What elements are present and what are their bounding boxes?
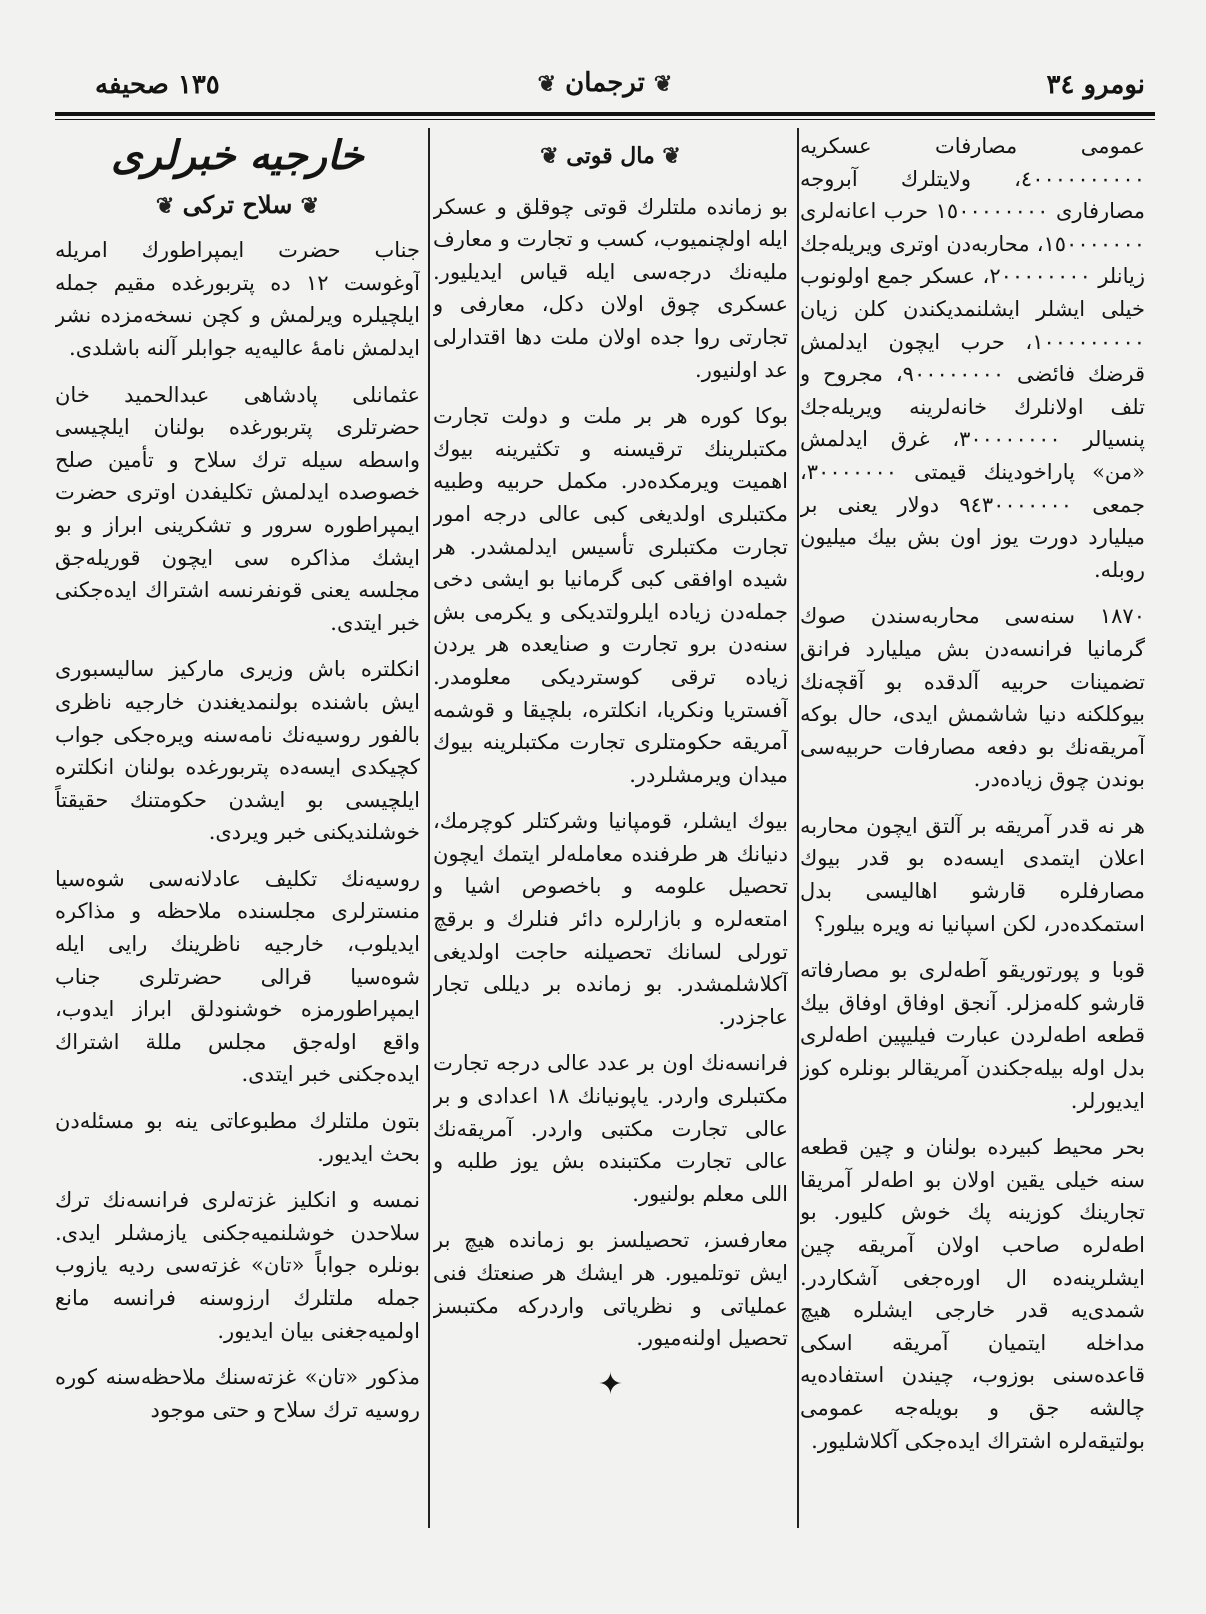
article-paragraph: بحر محیط كبیرده بولنان و چین قطعه سنه خیلی یقین اولان بو اطه‌لر آمریقا تجارینك كوزینه پك خوش كلیور. بو اطه‌لره صاحب اولان آمریقه چین ایشلرینه‌ده ال اوره‌جغی آشكاردر. شمدی‌یه قدر خارجی ایشلره هیچ مداخله ایتمیان آمریقه اسكی قاعده‌سنی بوزوب، چیندن استفاده‌یه چالشه جق و بویله‌جه عمومی بولتیقه‌لره اشتراك ایده‌جكی آكلاشلیور. xyxy=(800,1135,1145,1453)
article-paragraph: بیوك ایشلر، قومپانیا وشركتلر كوچرمك، دنیانك هر طرفنده معامله‌لر ایتمك ایچون تحصیل علومه و باخصوص اشیا و امتعه‌لره و بازارلره دائر فنلرك و برقچ تورلی لسانك تحصیلنه حاجت اولدیغی آكلاشلمشدر. بو زمانده بر دیللی تجار عاجزدر. xyxy=(433,809,788,1029)
subsection-heading xyxy=(55,189,420,223)
ornament-icon: ❦ xyxy=(537,71,557,97)
section-heading xyxy=(433,140,788,173)
header-rule-thin xyxy=(55,119,1155,120)
article-paragraph: بو زمانده ملتلرك قوتی چوقلق و عسكر ایله اولچنمیوب، كسب و تجارت و معارف ملیه‌نك درجه‌سی ایله قیاس ایدیلیور. عسكری چوق اولان دكل، معارفی و تجارتی روا جده اولان ملت دها اقتدارلی عد اولنیور. xyxy=(433,194,788,382)
section-heading-text: مال قوتی xyxy=(566,143,655,169)
article-paragraph: فرانسه‌نك اون بر عدد عالی درجه تجارت مكتبلری واردر. یاپونیانك ١٨ اعدادی و بر عالی تجارت مكتبی واردر. آمریقه‌نك عالی تجارت مكتبنده بش یوز طلبه و اللی معلم بولنیور. xyxy=(433,1051,788,1206)
article-paragraph: نمسه و انكلیز غزته‌لری فرانسه‌نك ترك سلاحدن خوشلنمیه‌جكنی یازمشلر ایدی. بونلره جواباً «تان» غزته‌سی ردیه یازوب جمله ملتلرك ارزوسنه فرانسه مانع اولمیه‌جغنی بیان ایدیور. xyxy=(55,1188,420,1343)
masthead-name: ترجمان xyxy=(565,68,645,98)
article-paragraph: معارفسز، تحصیلسز بو زمانده هیچ بر ایش توتلمیور. هر ایشك هر صنعتك فنی عملیاتی و نظریاتی واردركه مكتبسز تحصیل اولنه‌میور. xyxy=(433,1228,788,1351)
page-number: ١٣٥ صحيفه xyxy=(95,70,220,100)
newspaper-title xyxy=(538,68,673,98)
page-header xyxy=(55,66,1155,110)
header-rule xyxy=(55,112,1155,116)
article-paragraph: عمومی مصارفات عسكریه ٤٠٠٠٠٠٠٠٠٠٠، ولایتلرك آبروجه مصارفاری ١٥٠٠٠٠٠٠٠٠ حرب اعانه‌لری ١٥٠٠٠٠٠٠٠، محاربه‌دن اوتری ویریله‌جك زیانلر ٢٠٠٠٠٠٠٠٠، عسكر جمع اولونوب خیلی ایشلر ایشلنمدیكندن كلن زیان ١٠٠٠٠٠٠٠٠٠، حرب ایچون ایدلمش قرضك فائضی ٩٠٠٠٠٠٠٠٠، مجروح و تلف اولانلرك خانه‌لرینه ویریله‌جك پنسیالر ٣٠٠٠٠٠٠٠٠، غرق ایدلمش «من» پاراخودینك قیمتی ٣٠٠٠٠٠٠٠، جمعی ٩٤٣٠٠٠٠٠٠٠ دولار یعنی بر میلیارد دورت یوز اون بش بیك میلیون روبله. xyxy=(800,134,1145,582)
article-paragraph: بتون ملتلرك مطبوعاتی ینه بو مسئله‌دن بحث ایدیور. xyxy=(55,1109,420,1166)
article-paragraph: مذكور «تان» غزته‌سنك ملاحظه‌سنه كوره روسیه ترك سلاح و حتی موجود xyxy=(55,1365,420,1422)
article-paragraph: روسیه‌نك تكلیف عادلانه‌سی شوه‌سیا منسترلری مجلسنده ملاحظه و مذاكره ایدیلوب، خارجیه ناظرینك رایی ایله شوه‌سیا قرالی حضرتلری جناب ایمپراطورمزه خوشنودلق ابراز ایدوب، واقع اوله‌جق مجلس مللة اشتراك ایده‌جكنی خبر ایتدی. xyxy=(55,866,420,1087)
issue-number: نومرو ٣٤ xyxy=(1046,70,1145,100)
article-paragraph: انكلتره باش وزیری ماركیز سالیسبوری ایش باشنده بولنمدیغندن خارجیه ناظری بالفور روسیه‌نك نامه‌سنه ویره‌جكی جواب كچیكدی ایسه‌ده پتربورغده بولنان انكلتره ایلچیسی بو ایشدن حكومتنك حقیقتاً خوشلندیكنی خبر ویردی. xyxy=(55,657,420,845)
article-paragraph: ١٨٧٠ سنه‌سی محاربه‌سندن صوك گرمانیا فرانسه‌دن بش میلیارد فرانق تضمینات حربیه آلدقده بو آقچه‌نك بیوكلكنه دنیا شاشمش ایدی، حال بوكه آمریقه‌نك بو دفعه مصارفات حربیه‌سی بوندن چوق زیاده‌در. xyxy=(800,604,1145,792)
article-paragraph: قوبا و پورتوریقو آطه‌لری بو مصارفاته قارشو كله‌مزلر. آنجق اوفاق اوفاق بیك قطعه اطه‌لردن عبارت فیلیپین اطه‌لری بدل اوله بیله‌جكندن آمریقالر بونلره كوز ایدیورلر. xyxy=(800,958,1145,1113)
article-paragraph: هر نه قدر آمریقه بر آلتق ایچون محاربه اعلان ایتمدی ایسه‌ده بو قدر بیوك مصارفلره قارشو اهالیسی بدل استمكده‌در، لكن اسپانیا نه ویره بیلور؟ xyxy=(800,813,1145,936)
article-paragraph: بوكا كوره هر بر ملت و دولت تجارت مكتبلرینك ترقیسنه و تكثیرینه بیوك اهمیت ویرمكده‌در. مكمل حربیه وطبیه مكتبلری اولدیغی كبی عالی درجه امور تجارت مكتبلری تأسیس ایدلمشدر. هر شیده اوافقی كبی گرمانیا بو ایشی دخی جمله‌دن زیاده ایلرولتدیكی و یكرمی بش سنه‌دن برو تجارت و صنایعده هر یردن زیاده ترقی كوستردیكی معلومدر. آفستریا ونكریا، انكلتره، بلچیقا و قوشمه آمریقه حكومتلری تجارت مكتبلرینه بیوك میدان ویرمشلردر. xyxy=(433,404,788,787)
column-left xyxy=(55,130,420,1600)
article-paragraph: جناب حضرت ایمپراطورك امریله آوغوست ١٢ ده پتربورغده مقیم جمله ایلچیلره ویرلمش و كچن نسخه‌مزده نشر ایدلمش نامهٔ عالیه‌یه جوابلر آلنه باشلدی. xyxy=(55,238,420,360)
column-divider xyxy=(797,128,799,1528)
foreign-news-title: خارجیه خبرلری xyxy=(111,132,364,179)
subsection-heading-text: سلاح تركی xyxy=(182,189,293,219)
column-divider xyxy=(428,128,430,1528)
ornament-icon: ❦ xyxy=(155,192,175,219)
ornament-icon: ❦ xyxy=(653,71,673,97)
ornament-icon: ❦ xyxy=(662,143,681,169)
ornament-icon: ❦ xyxy=(300,192,320,219)
article-paragraph: عثمانلی پادشاهی عبدالحمید خان حضرتلری پتربورغده بولنان ایلچیسی واسطه سیله ترك سلاح و تأمین صلح خصوصده ایدلمش تكلیفدن اوتری حضرت ایمپراطوره سرور و تشكرینی ابراز و بو ایشك مذاكره سی ایچون قوریله‌جق مجلسه یعنی قونفرنسه اشتراك ایده‌جكنی خبر ایتدی. xyxy=(55,382,420,635)
end-ornament-icon: ✦ xyxy=(597,1366,624,1402)
column-middle xyxy=(433,130,788,1600)
ornament-icon: ❦ xyxy=(540,143,559,169)
column-right xyxy=(800,130,1145,1600)
